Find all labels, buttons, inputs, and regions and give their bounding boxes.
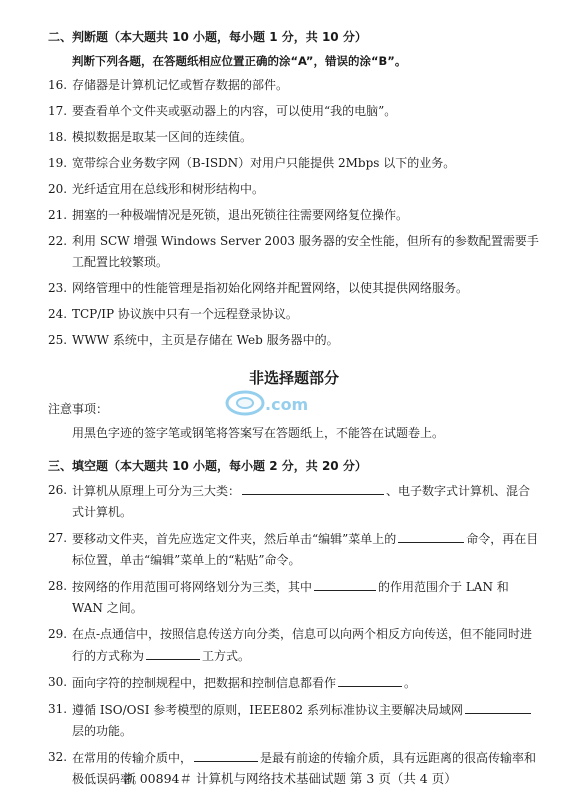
question-29 (48, 624, 540, 667)
question-text: 是最有前途的传输介质，具有远距离的很高传输率和极低误码率。 (72, 751, 537, 786)
question-30 (48, 672, 540, 694)
question-19 (48, 153, 540, 174)
question-text: 要移动文件夹，首先应选定文件夹，然后单击“编辑”菜单上的 (72, 532, 397, 546)
question-text: 模拟数据是取某一区间的连续值。 (72, 130, 253, 144)
page-footer: 浙 00894＃ 计算机与网络技术基础试题 第 3 页（共 4 页） (123, 771, 457, 786)
question-17 (48, 101, 540, 122)
question-16 (48, 75, 540, 96)
question-text: 拥塞的一种极端情况是死锁，退出死锁往往需要网络复位操作。 (72, 208, 409, 222)
question-number: 17. (48, 104, 68, 118)
notice-text: 用黑色字迹的签字笔或钢笔将答案写在答题纸上，不能答在试题卷上。 (72, 426, 445, 440)
question-number: 22. (48, 234, 68, 248)
question-text: 遵循 ISO/OSI 参考模型的原则，IEEE802 系列标准协议主要解决局域网 (72, 703, 464, 717)
section-heading-fill-blank: 三、填空题（本大题共 10 小题，每小题 2 分，共 20 分） (48, 459, 367, 473)
question-text: 宽带综合业务数字网（B-ISDN）对用户只能提供 2Mbps 以下的业务。 (72, 156, 456, 170)
question-24 (48, 304, 540, 325)
question-text: WWW 系统中，主页是存储在 Web 服务器中的。 (72, 333, 339, 347)
question-number: 28. (48, 579, 68, 593)
question-text: 计算机从原理上可分为三大类： (72, 484, 241, 498)
question-26 (48, 480, 540, 523)
question-text: 利用 SCW 增强 Windows Server 2003 服务器的安全性能，但所有的参数配置需要手工配置比较繁琐。 (72, 234, 539, 269)
answer-blank (338, 672, 402, 687)
question-number: 24. (48, 307, 68, 321)
question-text: 网络管理中的性能管理是指初始化网络并配置网络，以使其提供网络服务。 (72, 281, 469, 295)
question-text: 。 (404, 676, 417, 690)
question-23 (48, 278, 540, 299)
question-number: 16. (48, 78, 68, 92)
question-number: 19. (48, 156, 68, 170)
question-text: TCP/IP 协议族中只有一个远程登录协议。 (72, 307, 298, 321)
question-number: 20. (48, 182, 68, 196)
answer-blank (314, 576, 376, 591)
true-false-question-list (48, 75, 540, 351)
question-text: 在点-点通信中，按照信息传送方向分类，信息可以向两个相反方向传送，但不能同时进行的方式称为 (72, 627, 533, 663)
watermark-text: .com (265, 395, 309, 414)
question-number: 27. (48, 531, 68, 545)
question-31 (48, 699, 540, 742)
question-text: 的作用范围介于 LAN 和 WAN 之间。 (72, 580, 509, 615)
question-text: 光纤适宜用在总线形和树形结构中。 (72, 182, 265, 196)
question-number: 32. (48, 750, 68, 764)
notice-label: 注意事项： (48, 402, 109, 416)
question-number: 29. (48, 627, 68, 641)
part-title: 非选择题部分 (248, 369, 339, 387)
question-25 (48, 330, 540, 351)
question-text: 、电子数字式计算机、混合式计算机。 (72, 484, 531, 519)
question-text: 工方式。 (202, 649, 251, 663)
question-text: 层的功能。 (72, 724, 133, 738)
question-text: 按网络的作用范围可将网络划分为三类，其中 (72, 580, 313, 594)
question-text: 面向字符的控制规程中，把数据和控制信息都看作 (72, 676, 337, 690)
question-number: 30. (48, 675, 68, 689)
question-number: 18. (48, 130, 68, 144)
question-text: 在常用的传输介质中， (72, 751, 193, 765)
question-21 (48, 205, 540, 226)
question-18 (48, 127, 540, 148)
section-heading-true-false: 二、判断题（本大题共 10 小题，每小题 1 分，共 10 分） (48, 30, 367, 44)
answer-blank (194, 747, 258, 762)
question-number: 31. (48, 702, 68, 716)
question-text: 命令，再在目标位置，单击“编辑”菜单上的“粘贴”命令。 (72, 532, 539, 567)
question-number: 23. (48, 281, 68, 295)
question-28 (48, 576, 540, 619)
answer-blank (146, 645, 200, 660)
question-text: 要查看单个文件夹或驱动器上的内容，可以使用“我的电脑”。 (72, 104, 397, 118)
answer-blank (398, 528, 464, 543)
section-instruction: 判断下列各题，在答题纸相应位置正确的涂“A”，错误的涂“B”。 (72, 54, 407, 68)
question-27 (48, 528, 540, 571)
answer-blank (242, 480, 384, 495)
question-20 (48, 179, 540, 200)
question-number: 25. (48, 333, 68, 347)
question-number: 26. (48, 483, 68, 497)
answer-blank (465, 699, 531, 714)
question-text: 存储器是计算机记忆或暂存数据的部件。 (72, 78, 289, 92)
question-22 (48, 231, 540, 273)
question-number: 21. (48, 208, 68, 222)
